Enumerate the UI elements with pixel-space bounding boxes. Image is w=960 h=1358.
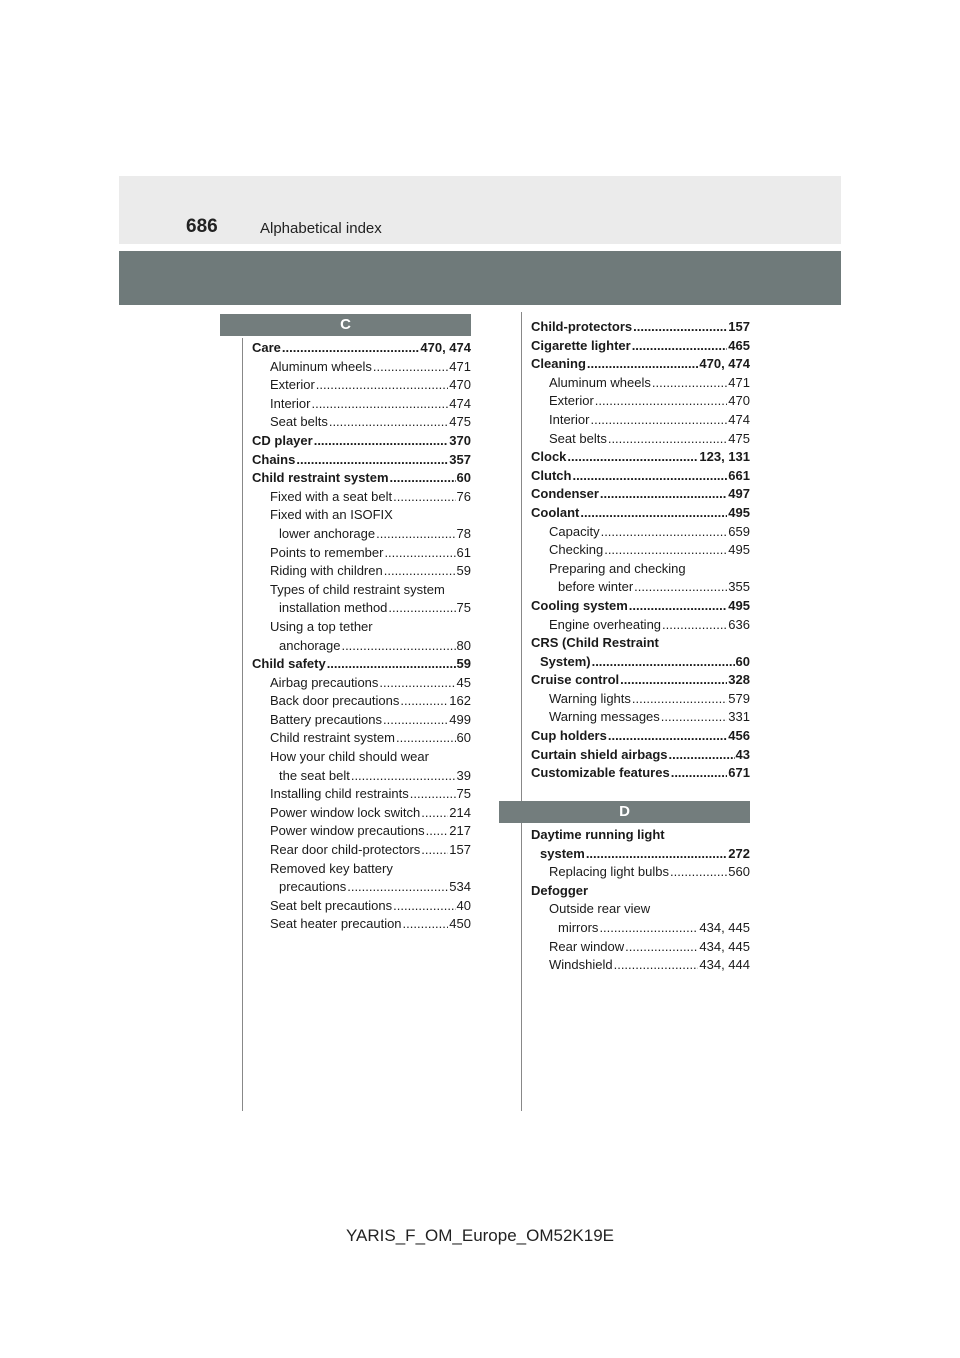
right-index-column-d [531,826,750,975]
section-letter-c: C [220,314,471,336]
index-subentry: Exterior ..... 470 [531,392,750,411]
index-subentry: Seat belts ..... 475 [531,430,750,449]
index-entry: Customizable features ..... 671 [531,764,750,783]
index-subentry: installation method ..... 75 [252,599,471,618]
header-band [119,251,841,305]
header-bar [119,176,841,244]
index-subentry: Rear window ..... 434, 445 [531,938,750,957]
index-subentry: Installing child restraints ..... 75 [252,785,471,804]
index-subentry-line: Types of child restraint system [270,581,445,597]
index-subentry: Power window precautions ..... 217 [252,822,471,841]
index-subentry: Warning messages ..... 331 [531,708,750,727]
index-subentry: mirrors ..... 434, 445 [531,919,750,938]
index-entry: Child restraint system ..... 60 [252,469,471,488]
index-subentry: anchorage ..... 80 [252,637,471,656]
index-entry: Cup holders ..... 456 [531,727,750,746]
index-subentry: precautions ..... 534 [252,878,471,897]
index-subentry: Seat heater precaution ..... 450 [252,915,471,934]
index-subentry: the seat belt ..... 39 [252,767,471,786]
index-subentry: Exterior ..... 470 [252,376,471,395]
index-subentry: Points to remember ..... 61 [252,544,471,563]
index-subentry: before winter ..... 355 [531,578,750,597]
index-entry: Child-protectors ..... 157 [531,318,750,337]
index-subentry: Riding with children ..... 59 [252,562,471,581]
index-entry: Cleaning ..... 470, 474 [531,355,750,374]
page-number: 686 [186,216,218,237]
right-column-rule [521,312,522,1111]
index-subentry: Fixed with a seat belt ..... 76 [252,488,471,507]
index-entry: System) ..... 60 [531,653,750,672]
index-subentry: lower anchorage ..... 78 [252,525,471,544]
index-entry: Child safety ..... 59 [252,655,471,674]
index-entry: system ..... 272 [531,845,750,864]
index-subentry: Engine overheating ..... 636 [531,616,750,635]
index-subentry: Capacity ..... 659 [531,523,750,542]
index-subentry: Interior ..... 474 [252,395,471,414]
left-column-rule [242,338,243,1111]
left-index-column [252,339,471,934]
index-entry: CD player ..... 370 [252,432,471,451]
index-subentry: Battery precautions ..... 499 [252,711,471,730]
index-subentry: Warning lights ..... 579 [531,690,750,709]
index-entry: Cruise control ..... 328 [531,671,750,690]
index-subentry: Seat belts ..... 475 [252,413,471,432]
index-entry-line: Daytime running light [531,827,665,842]
index-entry: Chains ..... 357 [252,451,471,470]
index-subentry: Interior ..... 474 [531,411,750,430]
index-subentry: Aluminum wheels ..... 471 [252,358,471,377]
index-subentry: Back door precautions ..... 162 [252,692,471,711]
index-subentry-line: Removed key battery [270,860,393,876]
index-subentry: Seat belt precautions ..... 40 [252,897,471,916]
section-letter-d: D [499,801,750,823]
index-subentry: Aluminum wheels ..... 471 [531,374,750,393]
index-subentry: Child restraint system ..... 60 [252,729,471,748]
index-subentry: Airbag precautions ..... 45 [252,674,471,693]
index-entry: Cigarette lighter ..... 465 [531,337,750,356]
index-subentry: Replacing light bulbs ..... 560 [531,863,750,882]
index-subentry-line: How your child should wear [270,749,429,765]
index-entry-line: Defogger [531,882,589,898]
index-subentry-line: Fixed with an ISOFIX [270,507,393,523]
index-subentry-line: Outside rear view [549,901,651,917]
index-entry-line: CRS (Child Restraint [531,635,659,651]
index-entry: Care ..... 470, 474 [252,339,471,358]
index-subentry: Windshield ..... 434, 444 [531,956,750,975]
index-subentry: Power window lock switch ..... 214 [252,804,471,823]
index-entry: Clock ..... 123, 131 [531,448,750,467]
index-subentry: Rear door child-protectors ..... 157 [252,841,471,860]
index-subentry: Checking ..... 495 [531,541,750,560]
header-title: Alphabetical index [260,220,382,237]
index-entry: Cooling system ..... 495 [531,597,750,616]
right-index-column [531,318,750,783]
index-entry: Coolant ..... 495 [531,504,750,523]
index-subentry-line: Preparing and checking [549,560,686,576]
index-entry: Condenser ..... 497 [531,485,750,504]
index-entry: Clutch ..... 661 [531,467,750,486]
index-subentry-line: Using a top tether [270,618,373,634]
index-entry: Curtain shield airbags ..... 43 [531,746,750,765]
document-code: YARIS_F_OM_Europe_OM52K19E [345,1226,615,1245]
